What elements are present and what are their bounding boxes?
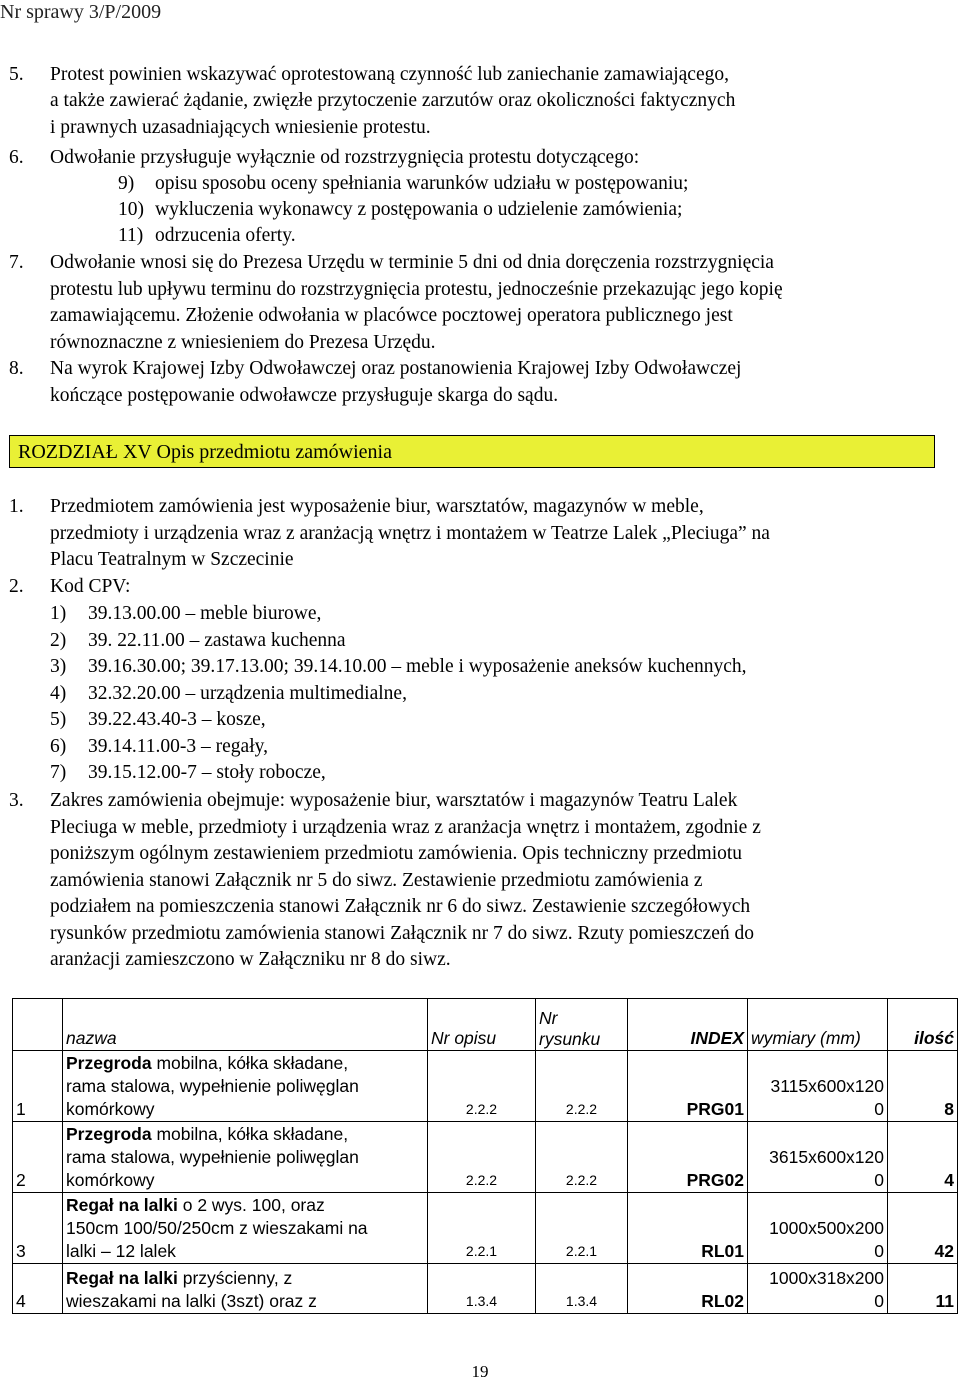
header-ilosc: ilość [888, 999, 958, 1051]
row-ilosc: 8 [888, 1051, 958, 1122]
paragraph-6-text: Odwołanie przysługuje wyłącznie od rozstrzygnięcia protestu dotyczącego: [50, 147, 640, 168]
cpv-list [50, 601, 747, 787]
row-wymiary-line: 0 [874, 1291, 884, 1311]
list-item-number: 5) [50, 709, 67, 730]
row-name [63, 1122, 428, 1193]
row-name-line: mobilna, kółka składane, [151, 1124, 349, 1144]
list-item [118, 223, 296, 250]
paragraph-7-number: 7. [9, 252, 24, 273]
list-item [50, 734, 747, 761]
row-rysunek: 2.2.2 [536, 1051, 628, 1122]
subject-3-line: aranżacji zamieszczono w Załączniku nr 8 do siwz. [50, 949, 451, 970]
row-lp: 2 [13, 1122, 63, 1193]
subject-1-number: 1. [9, 496, 24, 517]
list-item-number: 3) [50, 656, 67, 677]
subject-3 [50, 788, 922, 974]
row-name-line: 150cm 100/50/250cm z wieszakami na [66, 1218, 368, 1238]
row-ilosc: 4 [888, 1122, 958, 1193]
table-header-row [13, 999, 958, 1051]
paragraph-5-line: a także zawierać żądanie, zwięzłe przytoczenie zarzutów oraz okoliczności faktycznych [50, 90, 736, 111]
row-rysunek: 2.2.1 [536, 1193, 628, 1264]
row-name-line: przyścienny, z [177, 1268, 293, 1288]
subject-3-line: Pleciuga w meble, przedmioty i urządzenia wraz z aranżacja wnętrz i montażem, zgodnie z [50, 816, 761, 838]
row-wymiary [748, 1051, 888, 1122]
table-row [13, 1193, 958, 1264]
header-index: INDEX [628, 999, 748, 1051]
section-heading-band [9, 435, 935, 468]
row-name [63, 1051, 428, 1122]
list-item [50, 601, 747, 628]
row-wymiary-line: 0 [874, 1099, 884, 1119]
row-name-line: mobilna, kółka składane, [151, 1053, 349, 1073]
row-name [63, 1193, 428, 1264]
list-item [50, 628, 747, 655]
paragraph-5 [50, 62, 922, 89]
row-ilosc: 42 [888, 1193, 958, 1264]
row-name-line: wieszakami na lalki (3szt) oraz z [66, 1291, 317, 1311]
paragraph-7-line: Odwołanie wnosi się do Prezesa Urzędu w terminie 5 dni od dnia doręczenia rozstrzygnięcia [50, 252, 774, 273]
row-ilosc: 11 [888, 1264, 958, 1314]
row-index: PRG01 [628, 1051, 748, 1122]
list-item-number: 4) [50, 682, 67, 704]
list-item-text: 39.22.43.40-3 – kosze, [88, 709, 266, 730]
row-name-line: lalki – 12 lalek [66, 1241, 176, 1261]
list-item-number: 1) [50, 603, 67, 624]
row-name-bold: Przegroda [66, 1053, 152, 1073]
header-nazwa: nazwa [63, 999, 428, 1051]
row-wymiary [748, 1264, 888, 1314]
paragraph-8-line: Na wyrok Krajowej Izby Odwoławczej oraz postanowienia Krajowej Izby Odwoławczej [50, 358, 742, 379]
row-name-line: rama stalowa, wypełnienie poliwęglan [66, 1076, 359, 1096]
subject-3-line: Zakres zamówienia obejmuje: wyposażenie biur, warsztatów i magazynów Teatru Lalek [50, 790, 738, 811]
row-index: PRG02 [628, 1122, 748, 1193]
list-item-number: 6) [50, 735, 67, 757]
header-nr-rysunku [536, 999, 628, 1051]
paragraph-5-line: Protest powinien wskazywać oprotestowaną czynność lub zaniechanie zamawiającego, [50, 64, 729, 85]
paragraph-5-cont [50, 88, 922, 141]
table-row [13, 1264, 958, 1314]
paragraph-7-line: protestu lub upływu terminu do rozstrzygnięcia protestu, jednocześnie przekazując jego kopię [50, 278, 783, 300]
row-lp: 1 [13, 1051, 63, 1122]
row-wymiary-line: 3115x600x120 [770, 1076, 884, 1096]
header-nr-opisu: Nr opisu [428, 999, 536, 1051]
subject-1-line: Placu Teatralnym w Szczecinie [50, 549, 294, 570]
page-number: 19 [471, 1362, 489, 1381]
list-item [50, 681, 747, 708]
list-item-text: 39.13.00.00 – meble biurowe, [88, 603, 322, 624]
list-item [50, 707, 747, 734]
table-row [13, 1051, 958, 1122]
header-wymiary: wymiary (mm) [748, 999, 888, 1051]
list-item-text: 32.32.20.00 – urządzenia multimedialne, [88, 682, 407, 704]
list-item-number: 7) [50, 762, 67, 783]
specification-table [12, 998, 958, 1314]
row-opis: 1.3.4 [428, 1264, 536, 1314]
subject-3-line: podziałem na pomieszczenia stanowi Załącznik nr 6 do siwz. Zestawienie szczegółowych [50, 896, 751, 917]
row-name-line: o 2 wys. 100, oraz [177, 1195, 325, 1215]
table-row [13, 1122, 958, 1193]
row-rysunek: 1.3.4 [536, 1264, 628, 1314]
subject-3-line: zamówienia stanowi Załącznik nr 5 do siwz. Zestawienie przedmiotu zamówienia z [50, 869, 703, 891]
paragraph-6-number: 6. [9, 147, 24, 168]
subject-1-line: Przedmiotem zamówienia jest wyposażenie biur, warsztatów, magazynów w meble, [50, 496, 704, 517]
list-item-number: 2) [50, 629, 67, 651]
paragraph-8-line: kończące postępowanie odwoławcze przysługuje skarga do sądu. [50, 384, 559, 406]
row-lp: 3 [13, 1193, 63, 1264]
list-item-text: 39.14.11.00-3 – regały, [88, 735, 268, 757]
list-item-text: 39. 22.11.00 – zastawa kuchenna [88, 629, 346, 651]
list-item-text: odrzucenia oferty. [155, 225, 296, 246]
row-name-line: komórkowy [66, 1170, 155, 1190]
row-rysunek: 2.2.2 [536, 1122, 628, 1193]
list-item [118, 197, 682, 224]
row-name-line: rama stalowa, wypełnienie poliwęglan [66, 1147, 359, 1167]
row-wymiary-line: 0 [874, 1241, 884, 1261]
header-lp [13, 999, 63, 1051]
subject-3-line: poniższym ogólnym zestawieniem przedmiotu zamówienia. Opis techniczny przedmiotu [50, 843, 743, 864]
paragraph-8 [50, 356, 922, 409]
list-item-number: 10) [118, 199, 144, 220]
row-lp: 4 [13, 1264, 63, 1314]
list-item-text: opisu sposobu oceny spełniania warunków udziału w postępowaniu; [155, 173, 689, 194]
row-wymiary [748, 1193, 888, 1264]
subject-3-line: rysunków przedmiotu zamówienia stanowi Załącznik nr 7 do siwz. Rzuty pomieszczeń do [50, 922, 754, 944]
list-item [50, 654, 747, 681]
subject-3-number: 3. [9, 790, 24, 811]
cpv-label: Kod CPV: [50, 576, 131, 597]
paragraph-7-line: zamawiającemu. Złożenie odwołania w placówce pocztowej operatora publicznego jest [50, 305, 733, 326]
row-wymiary-line: 0 [874, 1170, 884, 1190]
paragraph-8-number: 8. [9, 358, 24, 379]
row-opis: 2.2.1 [428, 1193, 536, 1264]
row-name-bold: Przegroda [66, 1124, 152, 1144]
list-item-number: 11) [118, 225, 144, 246]
list-item-text: wykluczenia wykonawcy z postępowania o udzielenie zamówienia; [155, 199, 683, 220]
paragraph-5-number: 5. [9, 64, 24, 85]
row-name-line: komórkowy [66, 1099, 155, 1119]
case-number-header: Nr sprawy 3/P/2009 [0, 1, 162, 23]
subject-1-line: przedmioty i urządzenia wraz z aranżacją wnętrz i montażem w Teatrze Lalek „Pleciuga” na [50, 522, 770, 544]
subject-2-number: 2. [9, 576, 24, 597]
list-item-text: 39.15.12.00-7 – stoły robocze, [88, 762, 326, 783]
section-title: ROZDZIAŁ XV Opis przedmiotu zamówienia [18, 441, 392, 463]
header-nr-rysunku-line: Nr [539, 1008, 558, 1028]
paragraph-7 [50, 250, 922, 356]
row-name-bold: Regał na lalki [66, 1195, 178, 1215]
row-opis: 2.2.2 [428, 1122, 536, 1193]
row-opis: 2.2.2 [428, 1051, 536, 1122]
row-wymiary-line: 1000x500x200 [769, 1218, 884, 1238]
row-index: RL02 [628, 1264, 748, 1314]
list-item-text: 39.16.30.00; 39.17.13.00; 39.14.10.00 – meble i wyposażenie aneksów kuchennych, [88, 656, 747, 677]
row-name [63, 1264, 428, 1314]
subject-1 [50, 494, 922, 574]
list-item [118, 171, 688, 198]
row-wymiary [748, 1122, 888, 1193]
header-nr-rysunku-line: rysunku [539, 1029, 601, 1049]
row-name-bold: Regał na lalki [66, 1268, 178, 1288]
row-index: RL01 [628, 1193, 748, 1264]
row-wymiary-line: 1000x318x200 [769, 1268, 884, 1288]
list-item-number: 9) [118, 173, 135, 194]
row-wymiary-line: 3615x600x120 [769, 1147, 884, 1167]
list-item [50, 760, 747, 787]
paragraph-7-line: równoznaczne z wniesieniem do Prezesa Urzędu. [50, 331, 436, 353]
paragraph-5-line: i prawnych uzasadniających wniesienie protestu. [50, 116, 431, 138]
